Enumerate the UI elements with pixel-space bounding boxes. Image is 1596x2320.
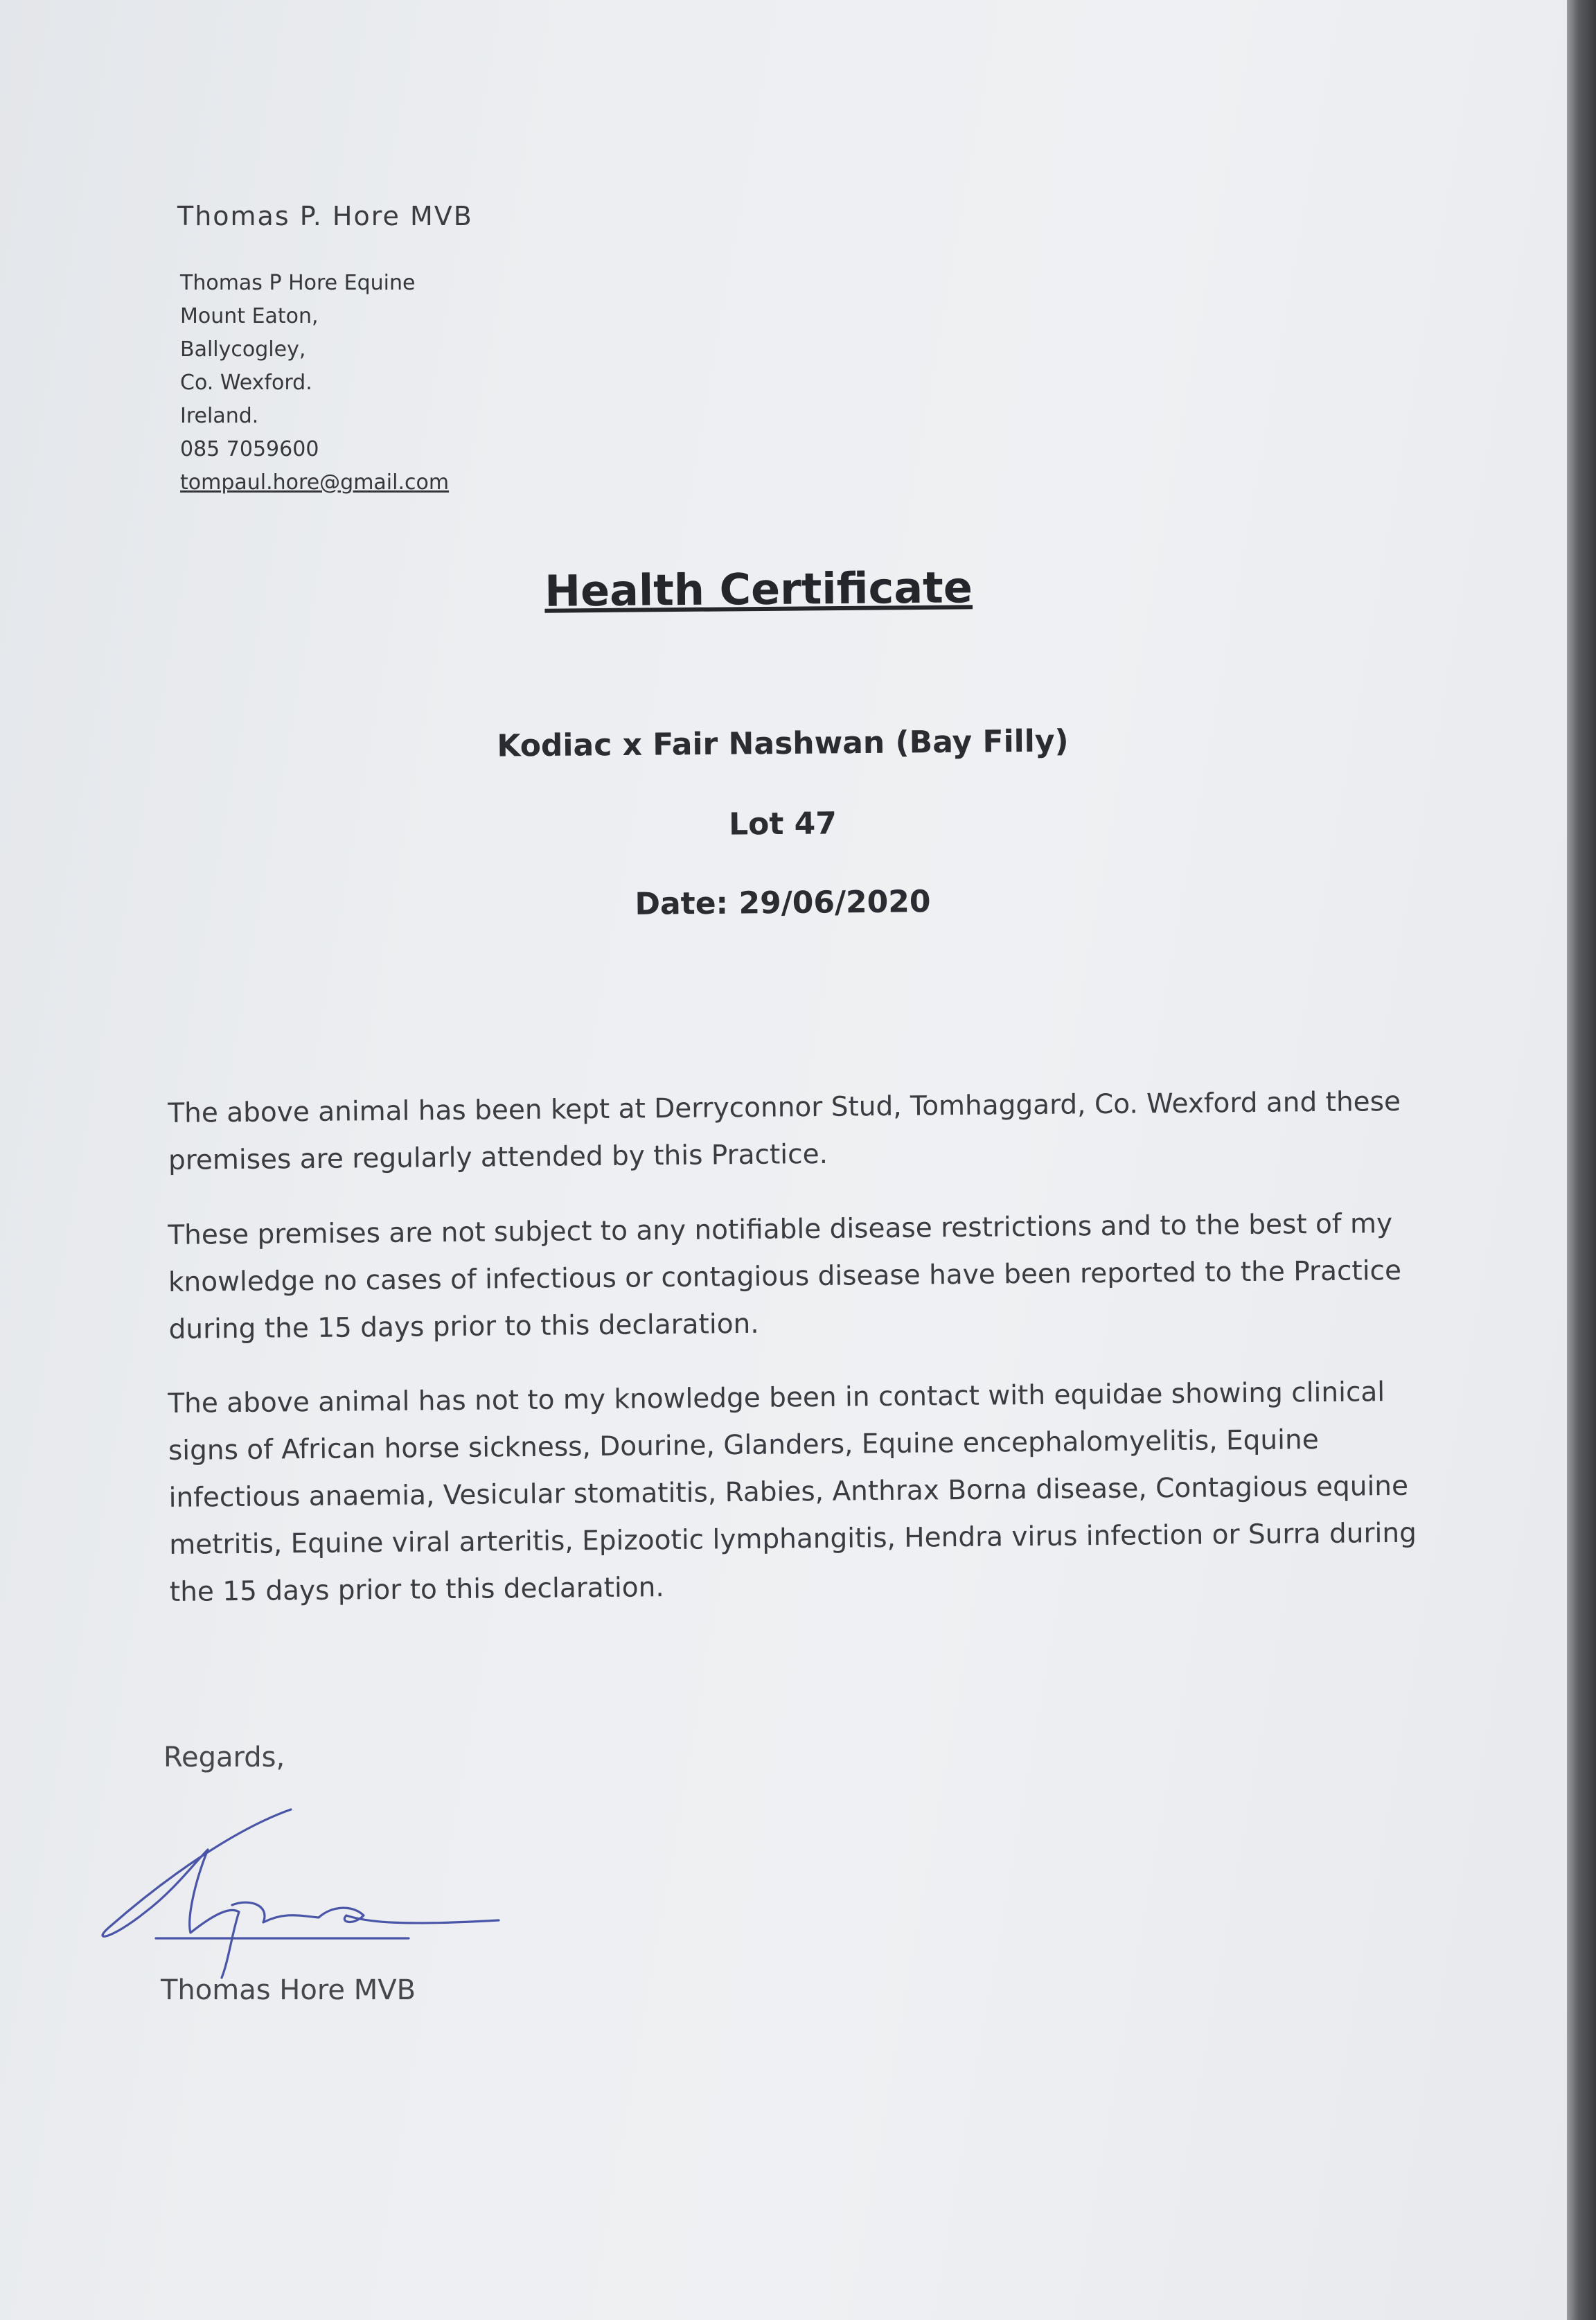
sender-name: Thomas P. Hore MVB — [177, 201, 473, 231]
paragraph-line: knowledge no cases of infectious or contagious disease have been reported to the Practice — [168, 1255, 1402, 1298]
address-line: Co. Wexford. — [180, 371, 312, 395]
paragraph-premises — [168, 1079, 1408, 1185]
lot-number: Lot 47 — [728, 806, 837, 842]
phone-number: 085 7059600 — [180, 437, 319, 461]
address-line: Thomas P Hore Equine — [180, 271, 416, 295]
sender-address — [180, 267, 449, 499]
address-line: Ballycogley, — [180, 337, 306, 362]
paragraph-line: metritis, Equine viral arteritis, Epizootic lymphangitis, Hendra virus infection or Surra during — [169, 1517, 1417, 1561]
paragraph-diseases — [168, 1369, 1417, 1616]
paragraph-line: The above animal has not to my knowledge been in contact with equidae showing clinical — [168, 1376, 1385, 1419]
paragraph-line: The above animal has been kept at Derryconnor Stud, Tomhaggard, Co. Wexford and these — [168, 1086, 1401, 1129]
animal-description: Kodiac x Fair Nashwan (Bay Filly) — [497, 723, 1069, 764]
signature-image — [90, 1801, 520, 1981]
address-line: Ireland. — [180, 404, 259, 428]
closing-regards: Regards, — [163, 1742, 285, 1773]
paragraph-line: during the 15 days prior to this declaration. — [168, 1308, 759, 1345]
signer-name: Thomas Hore MVB — [161, 1974, 416, 2006]
paragraph-line: the 15 days prior to this declaration. — [169, 1572, 664, 1608]
address-line: Mount Eaton, — [180, 304, 319, 328]
certificate-title: Health Certificate — [544, 562, 973, 617]
certificate-date: Date: 29/06/2020 — [635, 884, 931, 922]
signature-stroke — [103, 1809, 499, 1978]
paragraph-line: premises are regularly attended by this Practice. — [168, 1138, 828, 1176]
page-edge-shadow — [1567, 0, 1596, 2320]
paragraph-line: infectious anaemia, Vesicular stomatitis, Rabies, Anthrax Borna disease, Contagious equine — [168, 1470, 1409, 1514]
paragraph-line: signs of African horse sickness, Dourine, Glanders, Equine encephalomyelitis, Equine — [168, 1424, 1319, 1467]
paragraph-line: These premises are not subject to any notifiable disease restrictions and to the best of my — [168, 1208, 1393, 1251]
email-link[interactable]: tompaul.hore@gmail.com — [180, 470, 450, 495]
paragraph-restrictions — [168, 1201, 1409, 1354]
